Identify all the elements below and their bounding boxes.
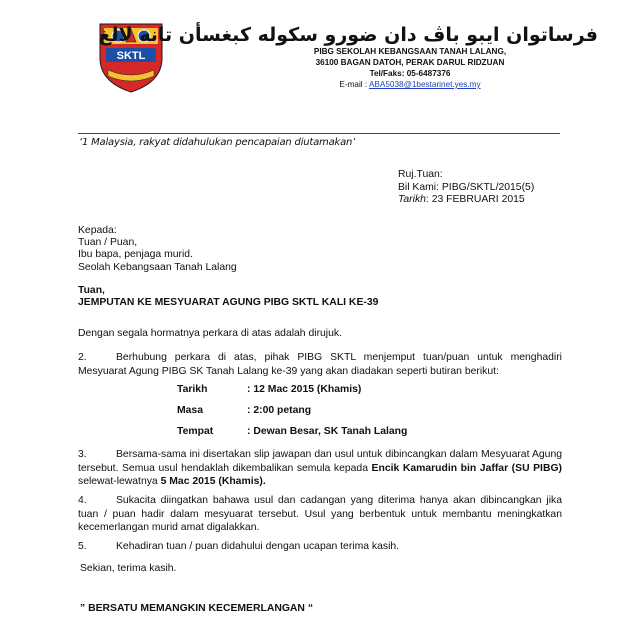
tarikh-value: : 23 FEBRUARI 2015 bbox=[425, 194, 525, 206]
ruj-tuan: Ruj.Tuan: bbox=[398, 169, 443, 180]
paragraph-1: Dengan segala hormatnya perkara di atas adalah dirujuk. bbox=[78, 328, 342, 339]
recipient-line-3: Seolah Kebangsaan Tanah Lalang bbox=[78, 261, 237, 273]
paragraph-3-text-a: Bersama-sama ini disertakan slip jawapan dan usul untuk dibincangkan dalam Mesyuarat Agung tersebut. Semua usul hendaklah dikembalikan semula kepada bbox=[78, 449, 562, 474]
paragraph-2-text: Berhubung perkara di atas, pihak PIBG SKTL menjemput tuan/puan untuk menghadiri Mesyuarat Agung PIBG SK Tanah Lalang ke-39 yang akan diadakan seperti butiran berikut: bbox=[78, 352, 562, 377]
paragraph-3-number: 3. bbox=[78, 449, 87, 460]
paragraph-3-contact: Encik Kamarudin bin Jaffar (SU PIBG) bbox=[371, 462, 562, 474]
email-label: E-mail : bbox=[339, 80, 369, 89]
subject-line: JEMPUTAN KE MESYUARAT AGUNG PIBG SKTL KALI KE-39 bbox=[78, 297, 379, 308]
jawi-title: فرساتوان ايبو باڤ دان ضورو سكوله كبغسأن تانه لالغ bbox=[98, 24, 598, 46]
paragraph-3-deadline: 5 Mac 2015 (Khamis). bbox=[160, 476, 266, 487]
recipient-block bbox=[78, 225, 237, 274]
motto: ‘1 Malaysia, rakyat didahulukan pencapaian diutamakan’ bbox=[79, 137, 356, 148]
detail-masa bbox=[177, 405, 312, 416]
paragraph-4 bbox=[78, 494, 562, 535]
recipient-line-2: Ibu bapa, penjaga murid. bbox=[78, 249, 193, 261]
tarikh-line bbox=[398, 194, 534, 207]
detail-tempat bbox=[177, 426, 408, 437]
reference-block bbox=[398, 169, 534, 207]
closing: Sekian, terima kasih. bbox=[80, 563, 177, 574]
logo-text: SKTL bbox=[116, 50, 146, 62]
paragraph-3-text-c: selewat-lewatnya bbox=[78, 476, 161, 487]
detail-masa-value: : 2:00 petang bbox=[247, 405, 312, 416]
tarikh-label: Tarikh bbox=[398, 194, 426, 206]
paragraph-4-text: Sukacita diingatkan bahawa usul dan cadangan yang diterima hanya akan dibincangkan jika tuan / puan hadir dalam mesyuarat tersebut. Usul yang berbentuk untuk membantu meningkatkan kecemerlangan murid amat digalakkan. bbox=[78, 495, 562, 533]
salutation: Tuan, bbox=[78, 285, 105, 296]
recipient-line-1: Tuan / Puan, bbox=[78, 237, 138, 249]
school-name-line: PIBG SEKOLAH KEBANGSAAN TANAH LALANG, bbox=[313, 47, 507, 56]
slogan: ” BERSATU MEMANGKIN KECEMERLANGAN “ bbox=[80, 603, 314, 614]
paragraph-3 bbox=[78, 448, 562, 489]
detail-masa-label: Masa bbox=[177, 405, 203, 416]
email-line bbox=[240, 80, 580, 89]
header-divider bbox=[78, 133, 560, 134]
detail-tempat-label: Tempat bbox=[177, 426, 214, 437]
detail-tarikh-value: : 12 Mac 2015 (Khamis) bbox=[247, 384, 362, 395]
email-link[interactable]: ABA5038@1bestarinet.yes.my bbox=[368, 80, 481, 89]
paragraph-5-number: 5. bbox=[78, 541, 87, 552]
paragraph-5 bbox=[78, 540, 562, 554]
detail-tarikh-label: Tarikh bbox=[177, 384, 208, 395]
paragraph-5-text: Kehadiran tuan / puan didahului dengan ucapan terima kasih. bbox=[116, 541, 400, 552]
kepada: Kepada: bbox=[78, 225, 117, 236]
paragraph-2-number: 2. bbox=[78, 352, 87, 363]
paragraph-2 bbox=[78, 351, 562, 378]
tel-line: Tel/Faks: 05-6487376 bbox=[369, 69, 451, 78]
paragraph-4-number: 4. bbox=[78, 495, 87, 506]
detail-tarikh bbox=[177, 384, 362, 395]
detail-tempat-value: : Dewan Besar, SK Tanah Lalang bbox=[247, 426, 408, 437]
address-line: 36100 BAGAN DATOH, PERAK DARUL RIDZUAN bbox=[315, 58, 505, 67]
bil-kami: Bil Kami: PIBG/SKTL/2015(5) bbox=[398, 181, 535, 193]
